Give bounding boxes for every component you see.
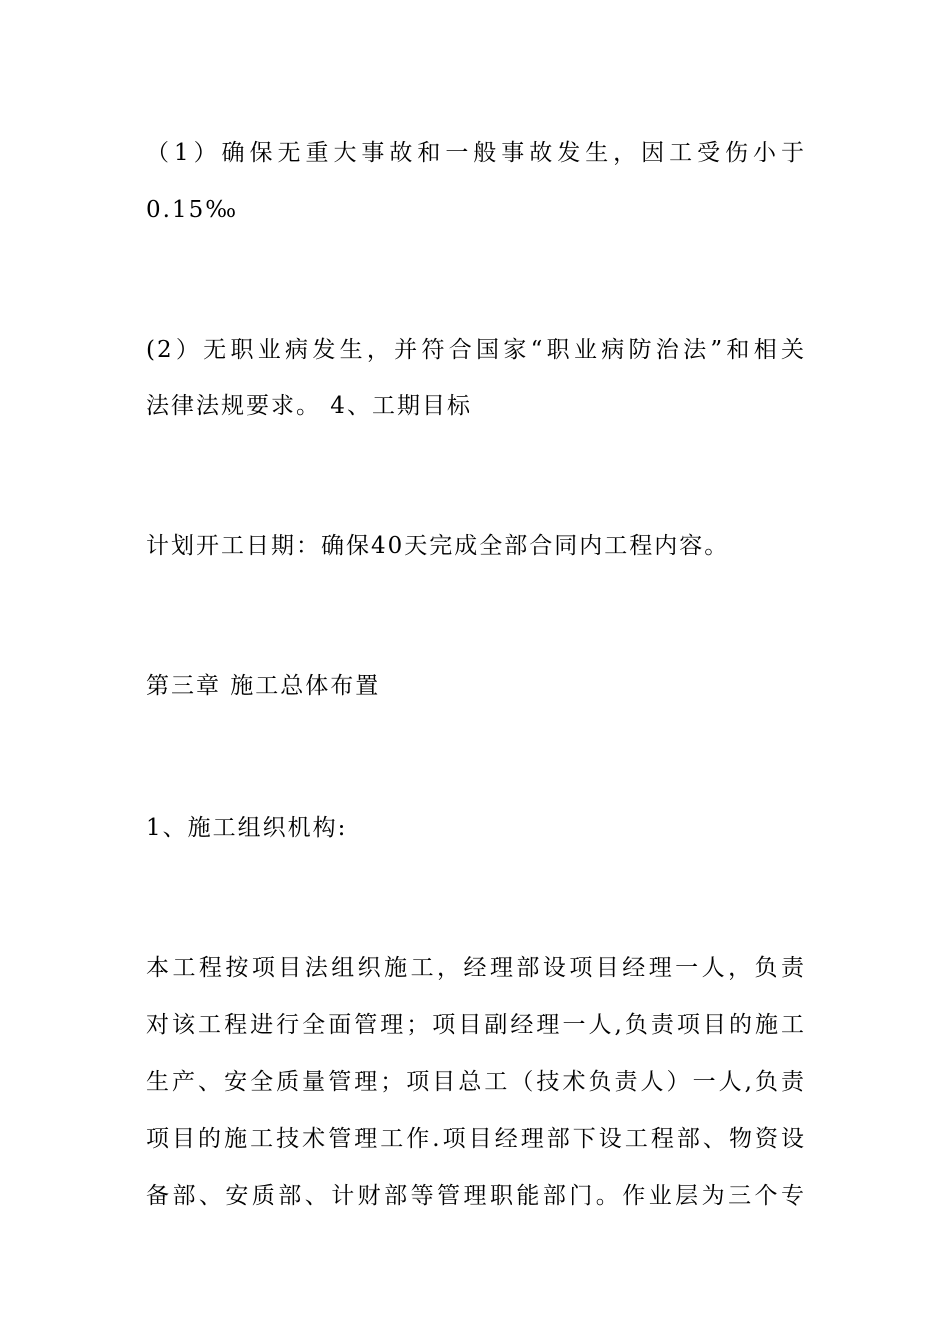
health-goal-line-1: (2）无职业病发生，并符合国家“职业病防治法”和相关	[146, 337, 806, 363]
safety-goal-line-2: 0.15‰	[146, 197, 239, 223]
health-goal-line-2: 法律法规要求。 4、工期目标	[146, 393, 472, 419]
org-paragraph-line-1: 本工程按项目法组织施工，经理部设项目经理一人，负责	[146, 955, 806, 981]
org-paragraph-line-4: 项目的施工技术管理工作.项目经理部下设工程部、物资设	[146, 1126, 806, 1152]
schedule-line: 计划开工日期：确保40天完成全部合同内工程内容。	[146, 533, 730, 559]
chapter-heading: 第三章 施工总体布置	[146, 673, 381, 699]
org-paragraph-line-2: 对该工程进行全面管理；项目副经理一人,负责项目的施工	[146, 1012, 806, 1038]
org-paragraph-line-3: 生产、安全质量管理；项目总工（技术负责人）一人,负责	[146, 1069, 806, 1095]
section-heading: 1、施工组织机构:	[146, 815, 348, 841]
org-paragraph-line-5: 备部、安质部、计财部等管理职能部门。作业层为三个专	[146, 1183, 806, 1209]
safety-goal-line-1: （1）确保无重大事故和一般事故发生，因工受伤小于	[146, 140, 806, 166]
